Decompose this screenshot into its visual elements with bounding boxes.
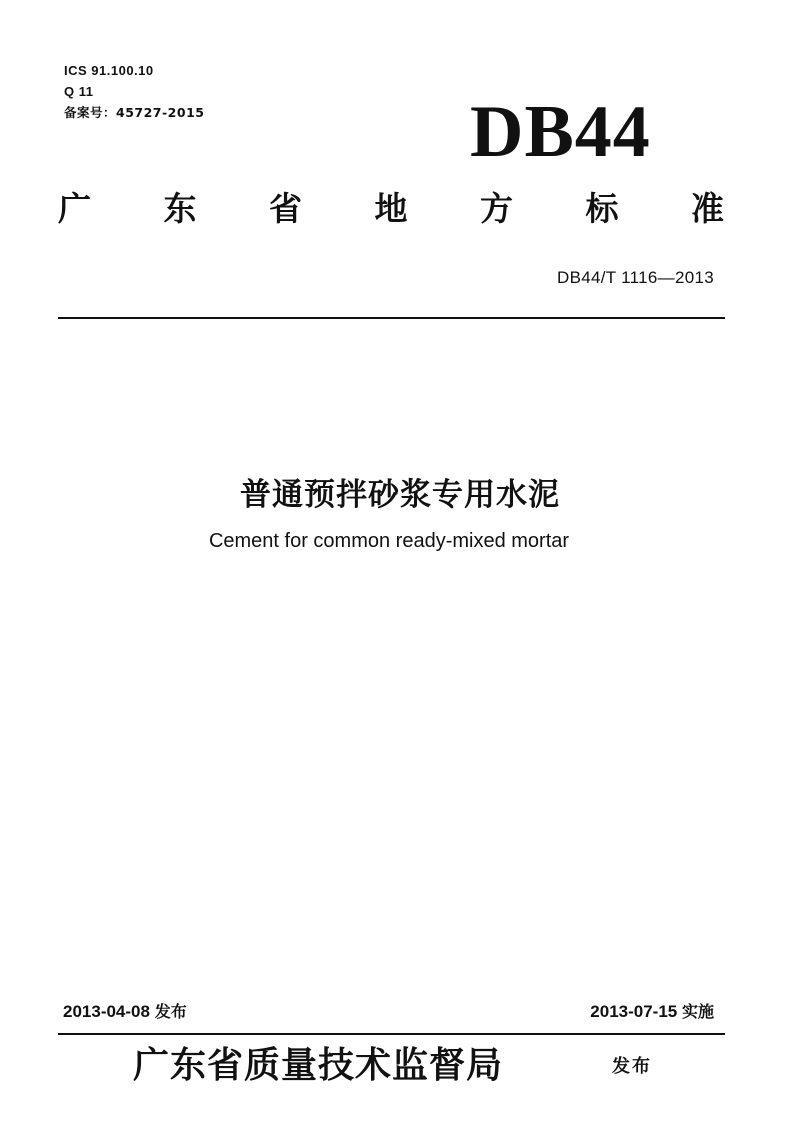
issue-date: 2013-04-08 [63,1002,150,1021]
standard-type-heading [58,188,724,230]
record-number: 备案号：45727-2015 [64,105,205,120]
bottom-divider [58,1033,725,1035]
implementation-date: 2013-07-15 [590,1002,678,1021]
standard-number: DB44/T 1116—2013 [557,268,714,287]
standard-type-char: 东 [163,189,197,228]
publisher-name: 广东省质量技术监督局 [133,1044,504,1086]
db44-logo: DB44 [470,91,651,173]
classification-code: Q 11 [64,84,94,99]
implementation-label: 实施 [681,1002,714,1021]
standard-type-char: 准 [691,189,724,228]
top-divider [58,317,725,319]
standard-type-char: 地 [374,189,408,228]
publisher-label: 发布 [612,1056,652,1077]
title-chinese: 普通预拌砂浆专用水泥 [240,477,560,513]
implementation-date-line [590,1001,714,1023]
ics-code: ICS 91.100.10 [64,63,154,78]
issue-label: 发布 [154,1002,187,1021]
issue-date-line [63,1001,187,1023]
standard-type-char: 省 [269,189,302,228]
standard-type-char: 方 [480,189,513,228]
title-english: Cement for common ready-mixed mortar [208,530,570,552]
standard-type-char: 广 [58,189,91,228]
standard-type-char: 标 [585,189,619,228]
